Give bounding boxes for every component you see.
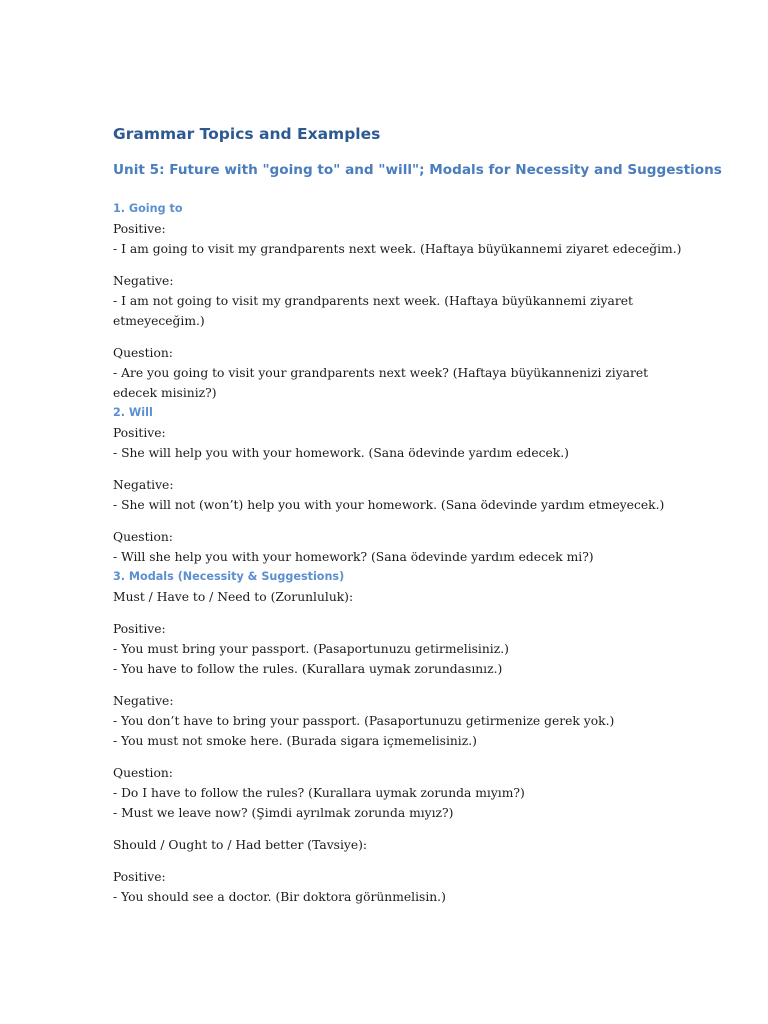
section-going-to (113, 199, 682, 403)
section-modals (113, 567, 673, 907)
example-line: - You must bring your passport. (Pasaportunuzu getirmelisiniz.) (113, 642, 509, 656)
example-line: - Must we leave now? (Şimdi ayrılmak zorunda mıyız?) (113, 806, 454, 820)
example-line: - You must not smoke here. (Burada sigara içmemelisiniz.) (113, 734, 477, 748)
positive-label: Positive: (113, 426, 166, 440)
subheading-must: Must / Have to / Need to (Zorunluluk): (113, 590, 354, 604)
example-line-continued: etmeyeceğim.) (113, 314, 205, 328)
section-heading-will: 2. Will (113, 406, 153, 419)
example-line: - You should see a doctor. (Bir doktora görünmelisin.) (113, 890, 446, 904)
section-heading-modals: 3. Modals (Necessity & Suggestions) (113, 570, 345, 583)
question-label: Question: (113, 766, 173, 780)
example-line: - You have to follow the rules. (Kurallara uymak zorundasınız.) (113, 662, 503, 676)
negative-label: Negative: (113, 478, 174, 492)
subheading-should: Should / Ought to / Had better (Tavsiye): (113, 838, 368, 852)
negative-label: Negative: (113, 274, 174, 288)
section-will (113, 403, 673, 567)
unit-heading: Unit 5: Future with "going to" and "will"; Modals for Necessity and Suggestions (113, 162, 722, 178)
example-line: - I am not going to visit my grandparents next week. (Haftaya büyükannemi ziyaret (113, 294, 633, 308)
example-line: - Are you going to visit your grandparents next week? (Haftaya büyükannenizi ziyaret (113, 366, 649, 380)
example-line: - Do I have to follow the rules? (Kurallara uymak zorunda mıyım?) (113, 786, 525, 800)
content-body (113, 199, 682, 907)
question-label: Question: (113, 346, 173, 360)
example-line: - You don’t have to bring your passport. (Pasaportunuzu getirmenize gerek yok.) (113, 714, 615, 728)
example-line-continued: edecek misiniz?) (113, 386, 217, 400)
positive-label: Positive: (113, 622, 166, 636)
example-line: - I am going to visit my grandparents next week. (Haftaya büyükannemi ziyaret edeceğim.) (113, 242, 682, 256)
section-heading-going-to: 1. Going to (113, 202, 183, 215)
question-label: Question: (113, 530, 173, 544)
example-line: - Will she help you with your homework? (Sana ödevinde yardım edecek mi?) (113, 550, 594, 564)
example-line: - She will not (won’t) help you with your homework. (Sana ödevinde yardım etmeyecek.) (113, 498, 665, 512)
document-title: Grammar Topics and Examples (113, 125, 381, 143)
example-line: - She will help you with your homework. (Sana ödevinde yardım edecek.) (113, 446, 569, 460)
negative-label: Negative: (113, 694, 174, 708)
positive-label: Positive: (113, 870, 166, 884)
positive-label: Positive: (113, 222, 166, 236)
